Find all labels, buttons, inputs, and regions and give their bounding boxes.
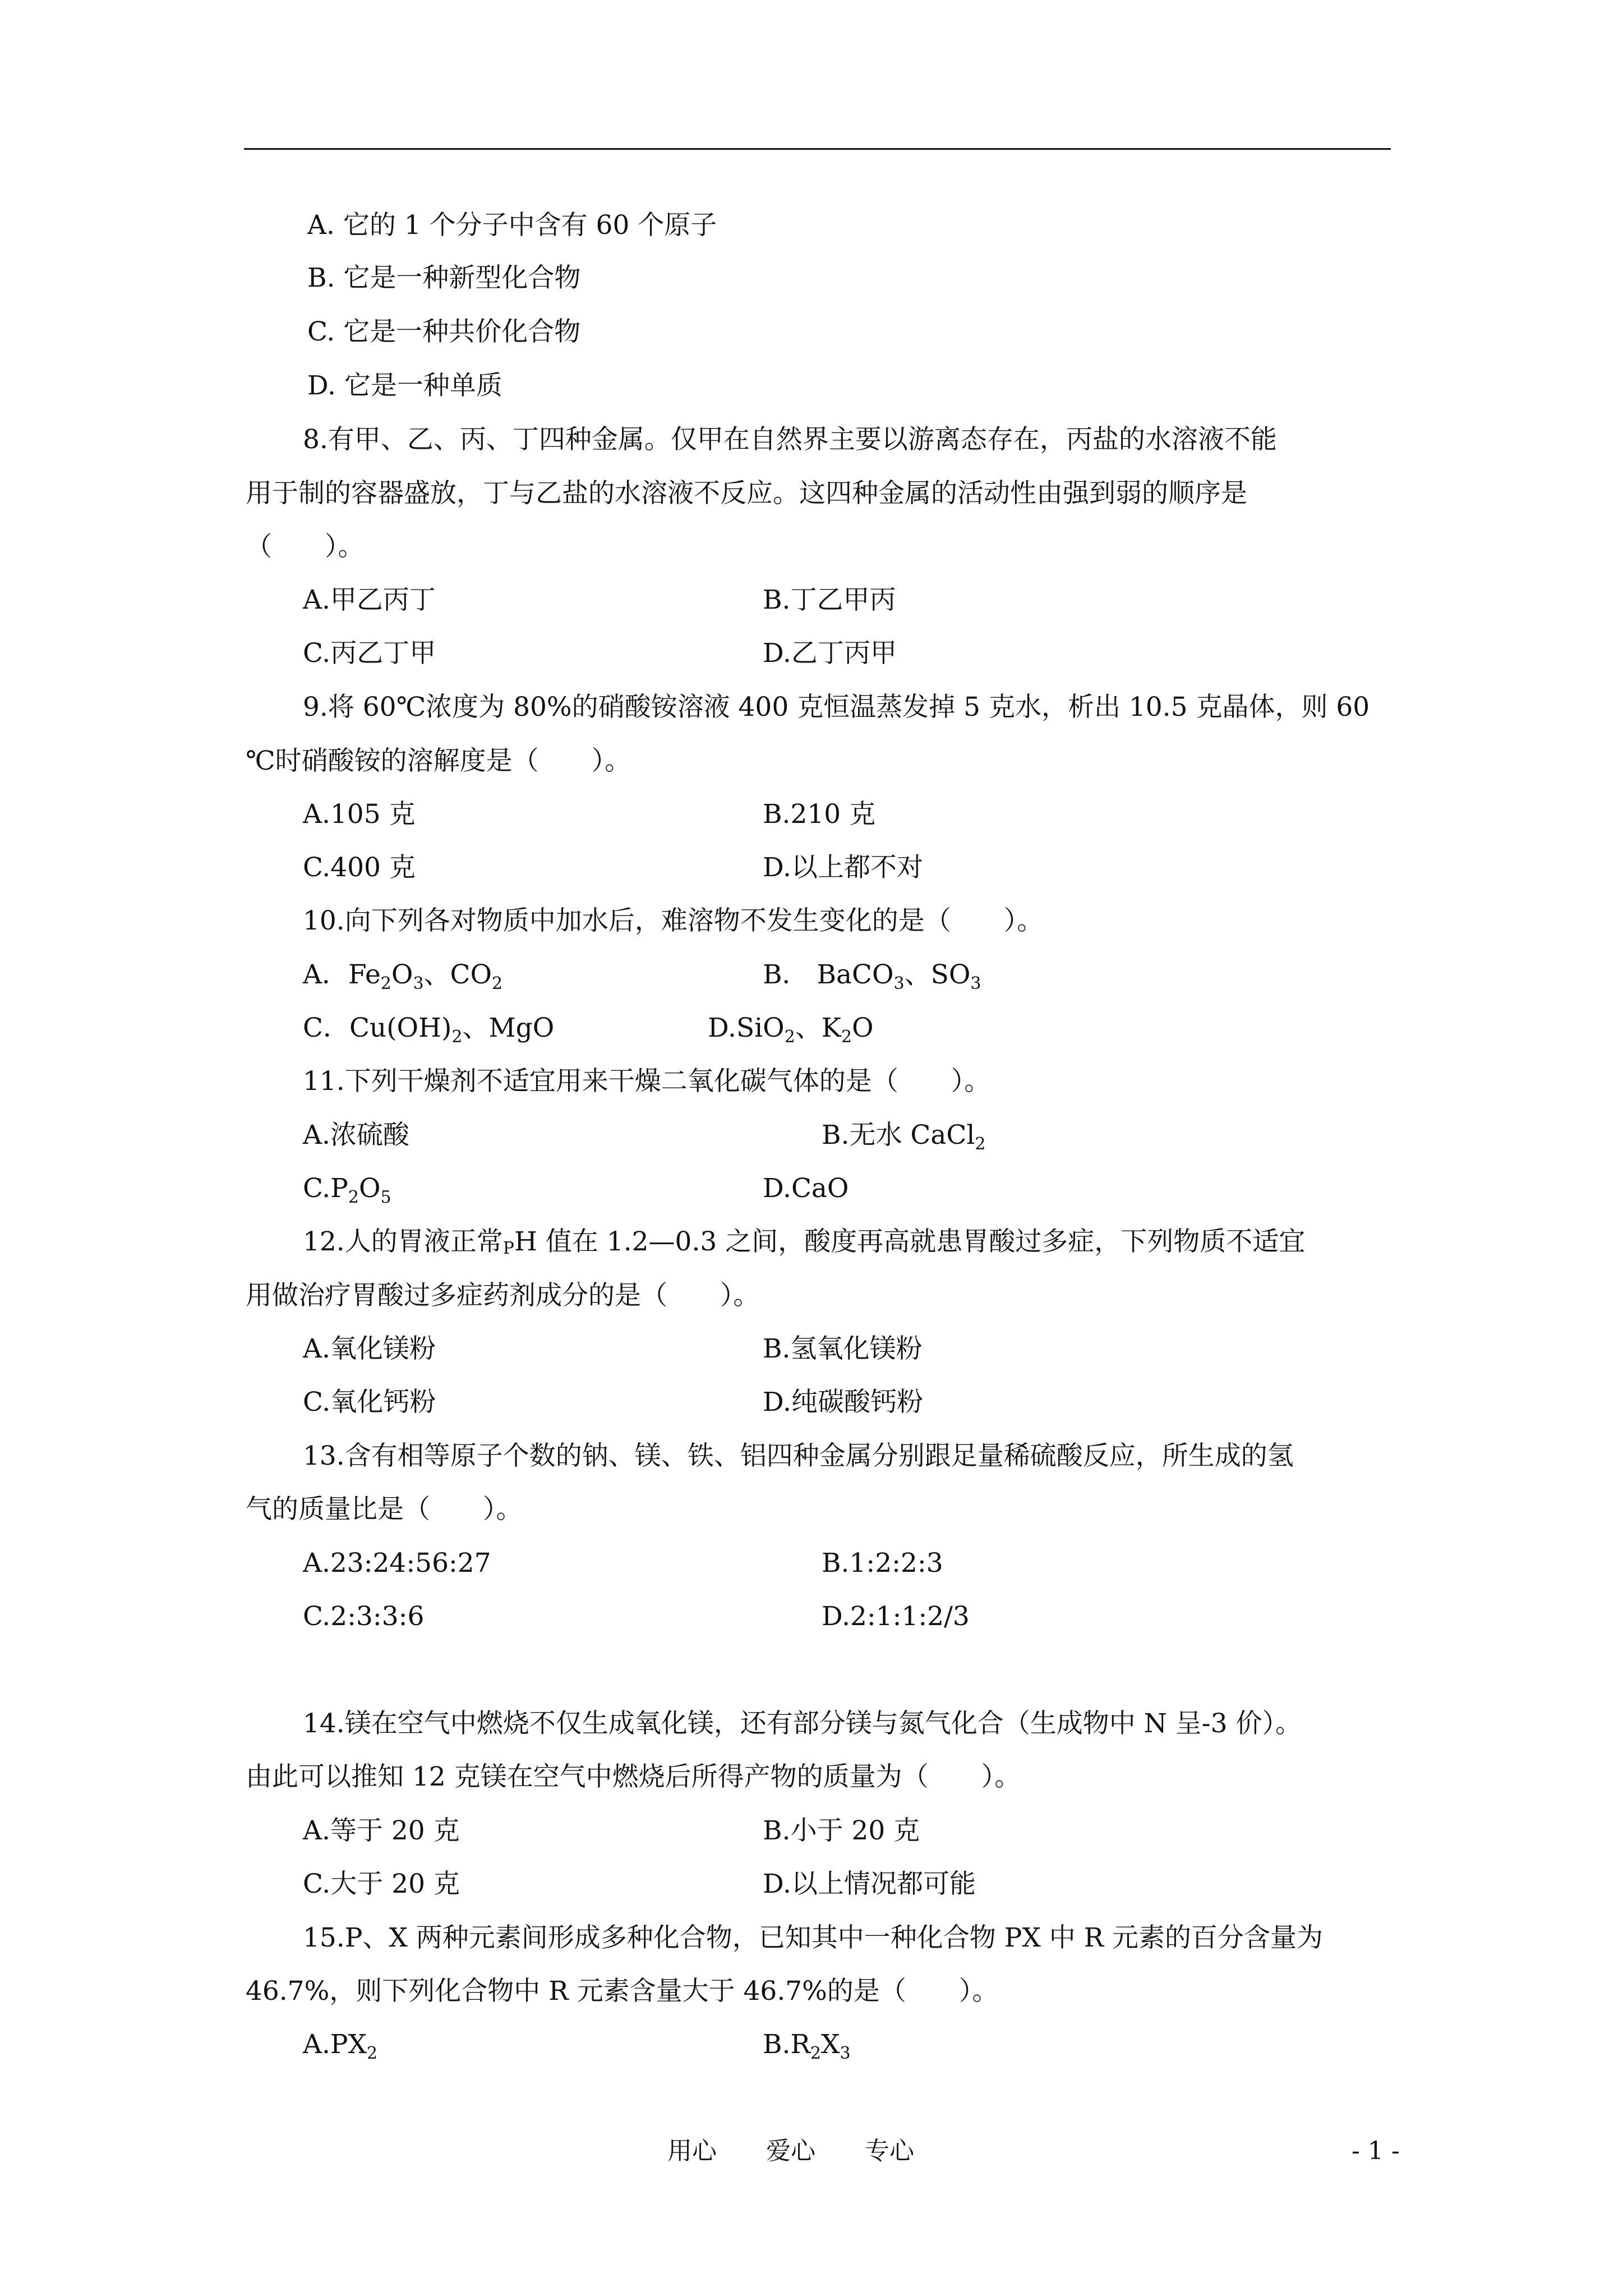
q11-stem: 11.下列干燥剂不适宜用来干燥二氧化碳气体的是（ ）。: [303, 1066, 991, 1097]
q12-option-b: B.氢氧化镁粉: [763, 1333, 923, 1364]
q8-stem-line2: 用于制的容器盛放，丁与乙盐的水溶液不反应。这四种金属的活动性由强到弱的顺序是: [246, 478, 1247, 509]
q13-option-a: A.23:24:56:27: [303, 1548, 491, 1579]
q15-option-a: $A.PX_2$: [303, 2029, 378, 2063]
q11-option-c: $C.P_2O_5$: [303, 1173, 391, 1207]
q11-option-b: B.无水 CaCl$_2$: [822, 1120, 986, 1154]
q10-stem: 10.向下列各对物质中加水后，难溶物不发生变化的是（ ）。: [303, 905, 1044, 936]
q11-option-d: D.CaO: [763, 1173, 849, 1204]
q10-option-b: B． BaCO$_3$、$SO_3$: [763, 959, 981, 993]
q10-option-c: C．$Cu(OH)_2$、MgO: [303, 1013, 555, 1047]
q13-stem-line2: 气的质量比是（ ）。: [246, 1494, 523, 1525]
q9-option-d: D.以上都不对: [763, 852, 923, 883]
q12-stem-line2: 用做治疗胃酸过多症药剂成分的是（ ）。: [246, 1280, 760, 1311]
q9-option-c: C.400 克: [303, 852, 416, 883]
q14-option-b: B.小于 20 克: [763, 1815, 920, 1846]
q8-option-b: B.丁乙甲丙: [763, 585, 896, 615]
q12-stem-line1: 12.人的胃液正常PH 值在 1.2—0.3 之间，酸度再高就患胃酸过多症，下列物质不适宜: [303, 1226, 1306, 1258]
q11-option-a: A.浓硫酸: [303, 1120, 409, 1151]
q8-stem-line3: （ ）。: [246, 531, 365, 562]
q15-stem-line1: 15.P、X 两种元素间形成多种化合物，已知其中一种化合物 PX 中 R 元素的百分含量为: [303, 1922, 1323, 1953]
q9-option-b: B.210 克: [763, 799, 876, 830]
q14-stem-line2: 由此可以推知 12 克镁在空气中燃烧后所得产物的质量为（ ）。: [246, 1761, 1021, 1792]
q8-option-a: A.甲乙丙丁: [303, 585, 436, 615]
q9-option-a: A.105 克: [303, 799, 416, 830]
q14-option-a: A.等于 20 克: [303, 1815, 460, 1846]
q7-option-c: C. 它是一种共价化合物: [307, 316, 581, 347]
q9-stem-line1: 9.将 60℃浓度为 80%的硝酸铵溶液 400 克恒温蒸发掉 5 克水，析出 10.5 克晶体，则 60: [303, 692, 1370, 723]
q7-option-a: A. 它的 1 个分子中含有 60 个原子: [307, 210, 717, 241]
q13-option-b: B.1:2:2:3: [822, 1548, 943, 1579]
q13-stem-line1: 13.含有相等原子个数的钠、镁、铁、铝四种金属分别跟足量稀硫酸反应，所生成的氢: [303, 1441, 1294, 1471]
q13-option-d: D.2:1:1:2/3: [822, 1601, 970, 1632]
header-rule: [244, 148, 1391, 150]
q12-option-d: D.纯碳酸钙粉: [763, 1387, 923, 1418]
q14-stem-line1: 14.镁在空气中燃烧不仅生成氧化镁，还有部分镁与氮气化合（生成物中 N 呈-3 价）。: [303, 1708, 1302, 1739]
q8-option-c: C.丙乙丁甲: [303, 638, 436, 669]
q10-option-a: A．$Fe_2O_3$、$CO_2$: [303, 959, 503, 993]
q15-option-b: $B.R_2X_3$: [763, 2029, 851, 2063]
q14-option-d: D.以上情况都可能: [763, 1869, 976, 1899]
q12-option-a: A.氧化镁粉: [303, 1333, 436, 1364]
q12-option-c: C.氧化钙粉: [303, 1387, 436, 1418]
q9-stem-line2: ℃时硝酸铵的溶解度是（ ）。: [246, 746, 631, 776]
q15-stem-line2: 46.7%，则下列化合物中 R 元素含量大于 46.7%的是（ ）。: [246, 1976, 999, 2007]
footer-motto: 用心 爱心 专心: [667, 2137, 914, 2165]
q8-stem-line1: 8.有甲、乙、丙、丁四种金属。仅甲在自然界主要以游离态存在，丙盐的水溶液不能: [303, 424, 1277, 455]
q7-option-d: D. 它是一种单质: [307, 370, 502, 401]
q7-option-b: B. 它是一种新型化合物: [307, 263, 581, 293]
q14-option-c: C.大于 20 克: [303, 1869, 460, 1899]
q8-option-d: D.乙丁丙甲: [763, 638, 897, 669]
q13-option-c: C.2:3:3:6: [303, 1601, 425, 1632]
q10-option-d: D.SiO$_2$、$K_2O$: [708, 1013, 874, 1047]
page-number: - 1 -: [1352, 2137, 1400, 2165]
